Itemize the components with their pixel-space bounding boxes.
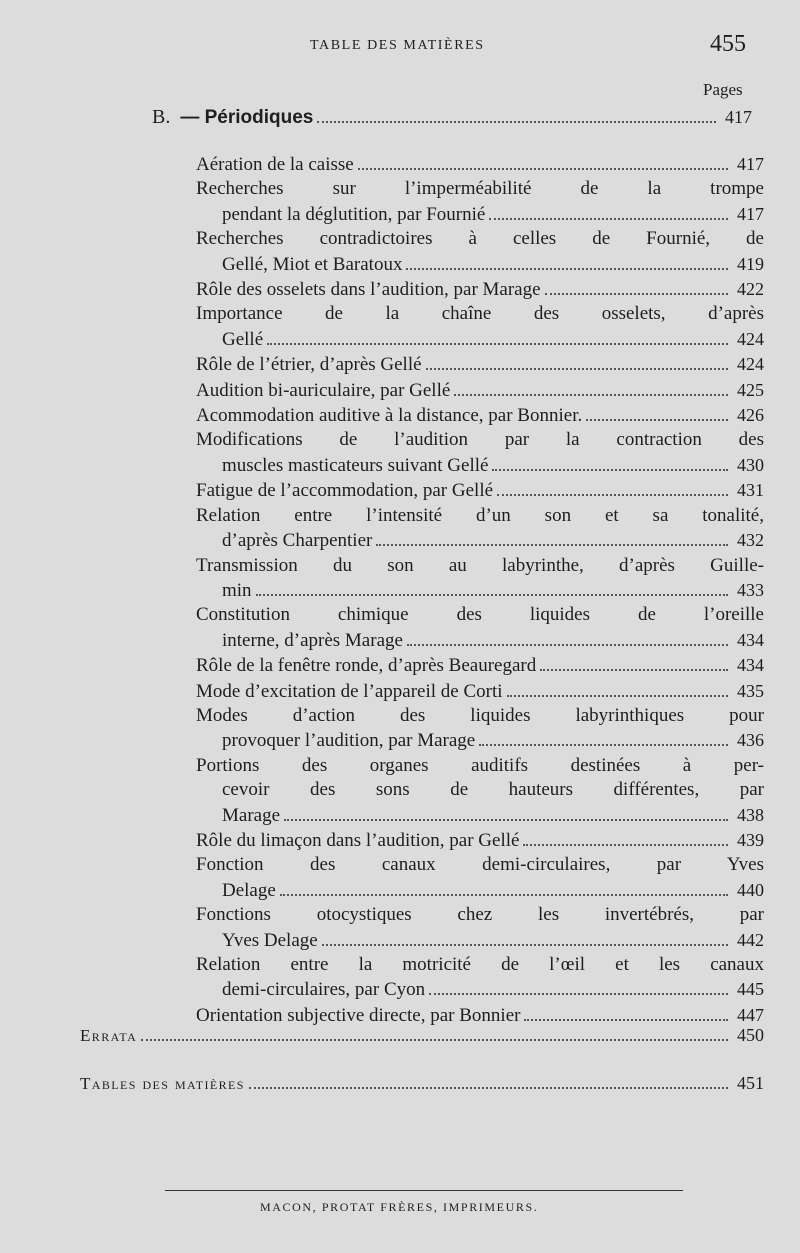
dot-leader bbox=[479, 744, 728, 746]
printer-imprint: MACON, PROTAT FRÈRES, IMPRIMEURS. bbox=[260, 1200, 539, 1214]
dot-leader bbox=[267, 343, 728, 345]
toc-entry-text: Fonction des canaux demi-circulaires, par Yves bbox=[196, 854, 764, 876]
toc-entry bbox=[196, 679, 764, 704]
toc-entry-page: 417 bbox=[737, 154, 764, 174]
dot-leader bbox=[376, 544, 728, 546]
toc-entry bbox=[196, 554, 764, 604]
toc-entry-page: 435 bbox=[737, 680, 764, 701]
toc-entry bbox=[196, 603, 764, 653]
toc-entry bbox=[196, 428, 764, 478]
toc-entry-text: Importance de la chaîne des osselets, d’après bbox=[196, 303, 764, 325]
toc-entry bbox=[196, 302, 764, 352]
toc-entry-text: Orientation subjective directe, par Bonnier bbox=[196, 1004, 521, 1026]
toc-entry-page: 434 bbox=[737, 655, 764, 676]
toc-entry-page: 425 bbox=[737, 379, 764, 400]
dot-leader bbox=[407, 644, 728, 646]
toc-entry-text: Gellé bbox=[222, 328, 264, 350]
toc-entry-text: Recherches sur l’imperméabilité de la trompe bbox=[196, 178, 764, 200]
dot-leader bbox=[322, 944, 728, 946]
dot-leader bbox=[249, 1087, 728, 1089]
dot-leader bbox=[280, 894, 728, 896]
toc-entry-text: Modifications de l’audition par la contraction des bbox=[196, 429, 764, 451]
toc-entry-page: 417 bbox=[737, 203, 764, 224]
back-matter-page: 451 bbox=[737, 1073, 764, 1093]
toc-entry-text: Gellé, Miot et Baratoux bbox=[222, 253, 403, 275]
toc-entry bbox=[196, 754, 764, 828]
toc-entry bbox=[196, 504, 764, 554]
toc-entry-page: 433 bbox=[737, 579, 764, 600]
toc-entry-text: Relation entre l’intensité d’un son et sa tonalité, bbox=[196, 504, 764, 526]
dot-leader bbox=[284, 819, 728, 821]
toc-entry-page: 445 bbox=[737, 979, 764, 1000]
toc-entry-text: d’après Charpentier bbox=[222, 530, 373, 552]
toc-entry-text: Delage bbox=[222, 879, 276, 901]
toc-entry-page: 439 bbox=[737, 829, 764, 850]
back-matter-label: Tables des matières bbox=[80, 1074, 245, 1093]
toc-entry-text: Portions des organes auditifs destinées à per- bbox=[196, 754, 764, 776]
toc-entry-page: 447 bbox=[737, 1004, 764, 1025]
toc-entry bbox=[196, 853, 764, 903]
toc-entries bbox=[196, 152, 764, 1028]
dot-leader bbox=[406, 268, 728, 270]
toc-entry-text: Fatigue de l’accommodation, par Gellé bbox=[196, 480, 494, 502]
toc-entry-text: pendant la déglutition, par Fournié bbox=[222, 203, 486, 225]
dot-leader bbox=[454, 394, 728, 396]
back-matter-entry bbox=[80, 1073, 764, 1094]
toc-entry-text: Mode d’excitation de l’appareil de Corti bbox=[196, 680, 503, 702]
pages-column-label: Pages bbox=[703, 80, 743, 99]
toc-entry-text: Marage bbox=[222, 804, 281, 826]
page-number: 455 bbox=[710, 31, 746, 57]
toc-entry-page: 438 bbox=[737, 804, 764, 825]
dot-leader bbox=[586, 419, 728, 421]
toc-entry-page: 434 bbox=[737, 629, 764, 650]
toc-entry bbox=[196, 352, 764, 377]
toc-entry-page: 430 bbox=[737, 454, 764, 475]
toc-entry bbox=[196, 227, 764, 277]
dot-leader bbox=[317, 121, 716, 123]
section-heading bbox=[152, 106, 752, 129]
toc-entry-text: demi-circulaires, par Cyon bbox=[222, 979, 426, 1001]
toc-entry-text: provoquer l’audition, par Marage bbox=[222, 730, 476, 752]
toc-entry-text: Modes d’action des liquides labyrinthiques pour bbox=[196, 704, 764, 726]
back-matter-page: 450 bbox=[737, 1025, 764, 1045]
toc-entry-text: Fonctions otocystiques chez les invertébrés, par bbox=[196, 904, 764, 926]
toc-entry-page: 426 bbox=[737, 405, 764, 426]
toc-entry bbox=[196, 152, 764, 177]
toc-entry-text: Transmission du son au labyrinthe, d’après Guille- bbox=[196, 554, 764, 576]
toc-entry-text: Acommodation auditive à la distance, par Bonnier. bbox=[196, 405, 583, 427]
dot-leader bbox=[524, 1019, 728, 1021]
toc-entry bbox=[196, 403, 764, 428]
dot-leader bbox=[523, 844, 728, 846]
dot-leader bbox=[141, 1039, 728, 1041]
toc-entry-text: Yves Delage bbox=[222, 929, 318, 951]
section-page: 417 bbox=[725, 107, 752, 127]
toc-entry-text: Aération de la caisse bbox=[196, 154, 354, 175]
toc-entry-text: muscles masticateurs suivant Gellé bbox=[222, 454, 489, 476]
toc-entry-text: interne, d’après Marage bbox=[222, 629, 403, 651]
toc-entry-text: Audition bi-auriculaire, par Gellé bbox=[196, 379, 451, 401]
dot-leader bbox=[497, 494, 728, 496]
toc-entry-page: 440 bbox=[737, 879, 764, 900]
dot-leader bbox=[256, 594, 728, 596]
dot-leader bbox=[540, 669, 728, 671]
back-matter-entry bbox=[80, 1025, 764, 1046]
toc-entry-page: 432 bbox=[737, 530, 764, 551]
toc-entry bbox=[196, 653, 764, 678]
toc-entry bbox=[196, 704, 764, 754]
toc-entry-page: 424 bbox=[737, 328, 764, 349]
toc-entry bbox=[196, 478, 764, 503]
toc-entry-text: Rôle du limaçon dans l’audition, par Gellé bbox=[196, 829, 520, 851]
toc-entry-text: cevoir des sons de hauteurs différentes, par bbox=[222, 779, 764, 801]
toc-entry bbox=[196, 177, 764, 227]
toc-entry bbox=[196, 828, 764, 853]
toc-entry-text: Constitution chimique des liquides de l’oreille bbox=[196, 604, 764, 626]
dot-leader bbox=[507, 695, 728, 697]
toc-entry-text: Rôle des osselets dans l’audition, par Marage bbox=[196, 279, 541, 301]
dot-leader bbox=[492, 469, 728, 471]
toc-entry-text: Rôle de l’étrier, d’après Gellé bbox=[196, 354, 422, 376]
section-letter: B. bbox=[152, 106, 171, 128]
toc-entry bbox=[196, 903, 764, 953]
toc-entry-page: 436 bbox=[737, 730, 764, 751]
section-title: — Périodiques bbox=[180, 107, 314, 128]
toc-entry-text: Relation entre la motricité de l’œil et les canaux bbox=[196, 954, 764, 975]
toc-entry-page: 422 bbox=[737, 279, 764, 300]
toc-entry bbox=[196, 953, 764, 1003]
toc-entry-page: 431 bbox=[737, 480, 764, 501]
running-header: TABLE DES MATIÈRES bbox=[310, 38, 485, 53]
toc-entry bbox=[196, 277, 764, 302]
back-matter-label: Errata bbox=[80, 1026, 138, 1045]
dot-leader bbox=[489, 218, 728, 220]
dot-leader bbox=[429, 993, 728, 995]
toc-entry bbox=[196, 378, 764, 403]
toc-entry-text: Rôle de la fenêtre ronde, d’après Beauregard bbox=[196, 655, 537, 677]
toc-entry-page: 419 bbox=[737, 253, 764, 274]
dot-leader bbox=[545, 293, 728, 295]
toc-entry-page: 424 bbox=[737, 354, 764, 375]
footer-rule bbox=[165, 1190, 683, 1191]
toc-entry-text: Recherches contradictoires à celles de Fournié, de bbox=[196, 228, 764, 250]
toc-entry-text: min bbox=[222, 579, 252, 601]
dot-leader bbox=[358, 168, 728, 170]
dot-leader bbox=[426, 368, 728, 370]
toc-entry-page: 442 bbox=[737, 929, 764, 950]
